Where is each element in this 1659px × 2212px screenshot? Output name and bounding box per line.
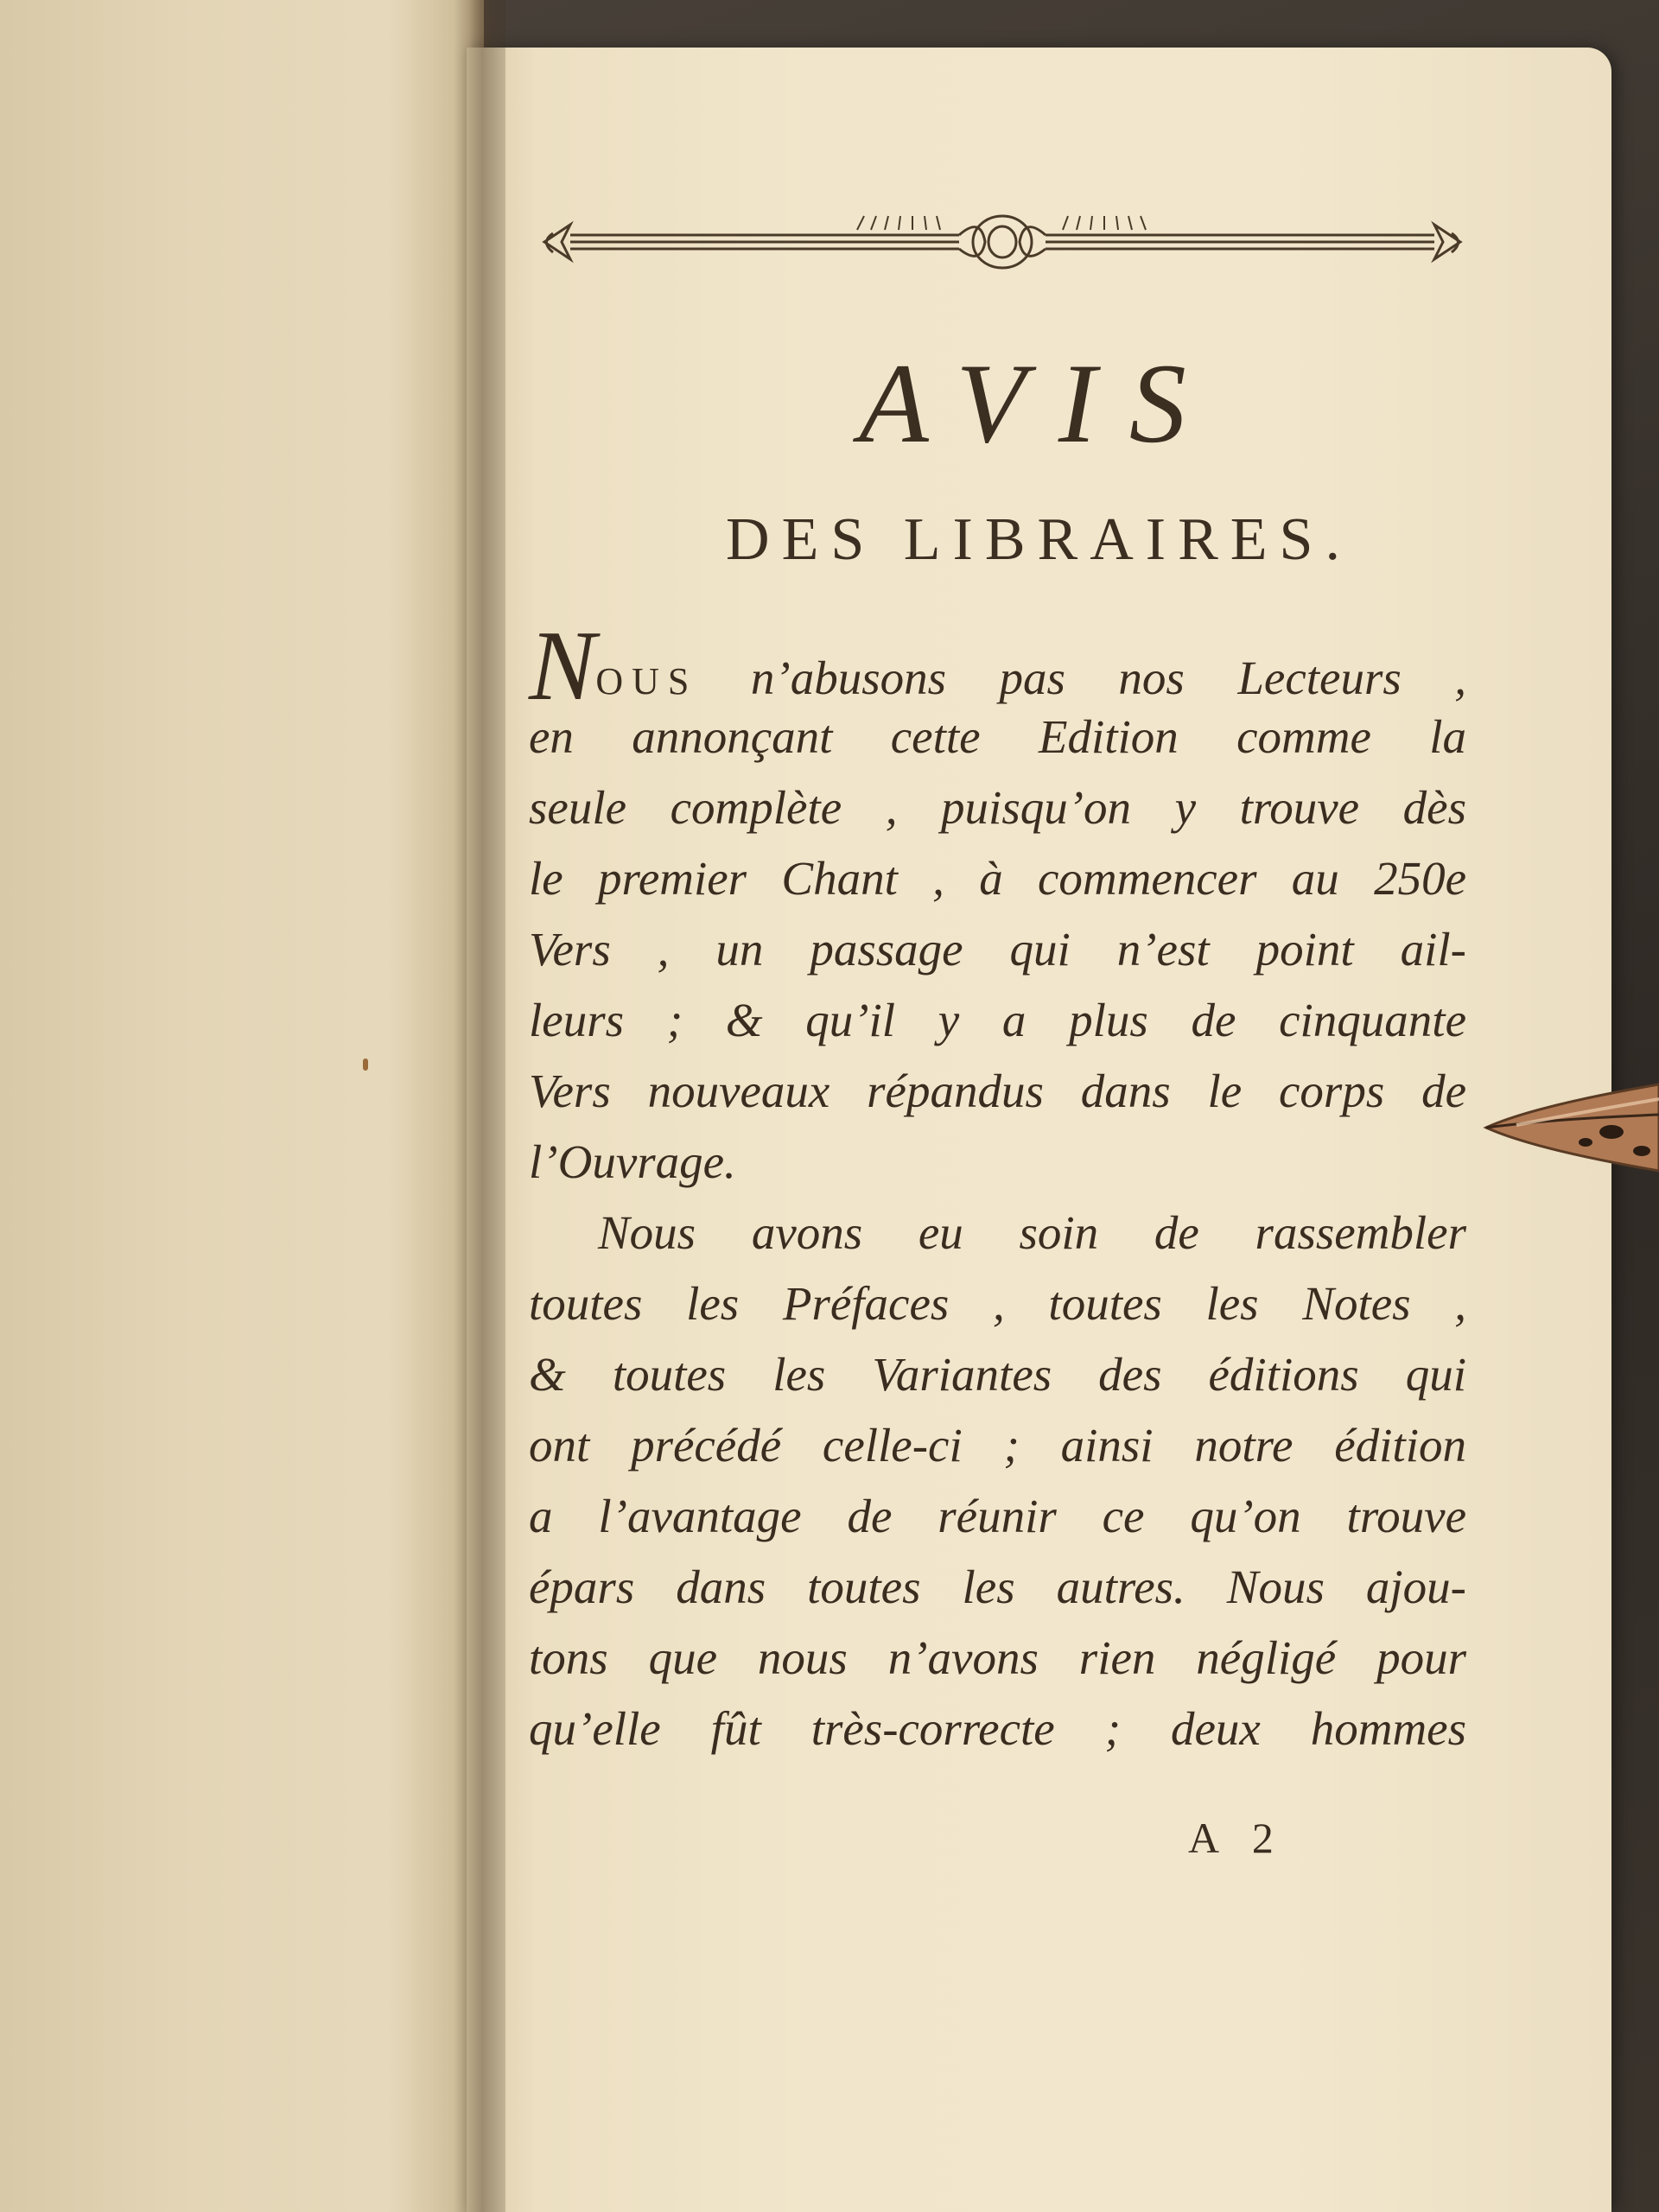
line-remainder: n’abusons pas nos Lecteurs ,	[697, 652, 1466, 704]
text-line: en annonçant cette Edition comme la	[529, 710, 1466, 763]
signature-mark: A 2	[1188, 1814, 1286, 1862]
text-line: le premier Chant , à commencer au 250e	[529, 852, 1466, 905]
text-line: épars dans toutes les autres. Nous ajou-	[529, 1560, 1466, 1613]
headpiece-ornament-icon	[536, 199, 1469, 285]
text-line: qu’elle fût très-correcte ; deux hommes	[529, 1702, 1466, 1755]
text-line: a l’avantage de réunir ce qu’on trouve	[529, 1490, 1466, 1542]
text-line	[529, 611, 1466, 721]
text-line: Vers , un passage qui n’est point ail-	[529, 923, 1466, 976]
left-blank-page	[0, 0, 484, 2212]
drop-cap: N	[529, 611, 596, 721]
text-line: l’Ouvrage.	[529, 1135, 736, 1188]
text-line: toutes les Préfaces , toutes les Notes ,	[529, 1277, 1466, 1330]
page-title: AVIS	[859, 340, 1219, 467]
small-caps-word: OUS	[595, 660, 698, 702]
pen-nib-icon	[1482, 1080, 1659, 1175]
paper-speck	[363, 1058, 368, 1071]
text-line: tons que nous n’avons rien négligé pour	[529, 1631, 1466, 1684]
page-subtitle: DES LIBRAIRES.	[726, 506, 1352, 573]
text-line: seule complète , puisqu’on y trouve dès	[529, 781, 1466, 834]
text-line: & toutes les Variantes des éditions qui	[529, 1348, 1466, 1401]
text-line: ont précédé celle-ci ; ainsi notre édition	[529, 1419, 1466, 1471]
book-gutter-shadow	[454, 0, 505, 2212]
text-line: Vers nouveaux répandus dans le corps de	[529, 1065, 1466, 1117]
text-line: leurs ; & qu’il y a plus de cinquante	[529, 994, 1466, 1046]
text-line: Nous avons eu soin de rassembler	[598, 1206, 1466, 1259]
